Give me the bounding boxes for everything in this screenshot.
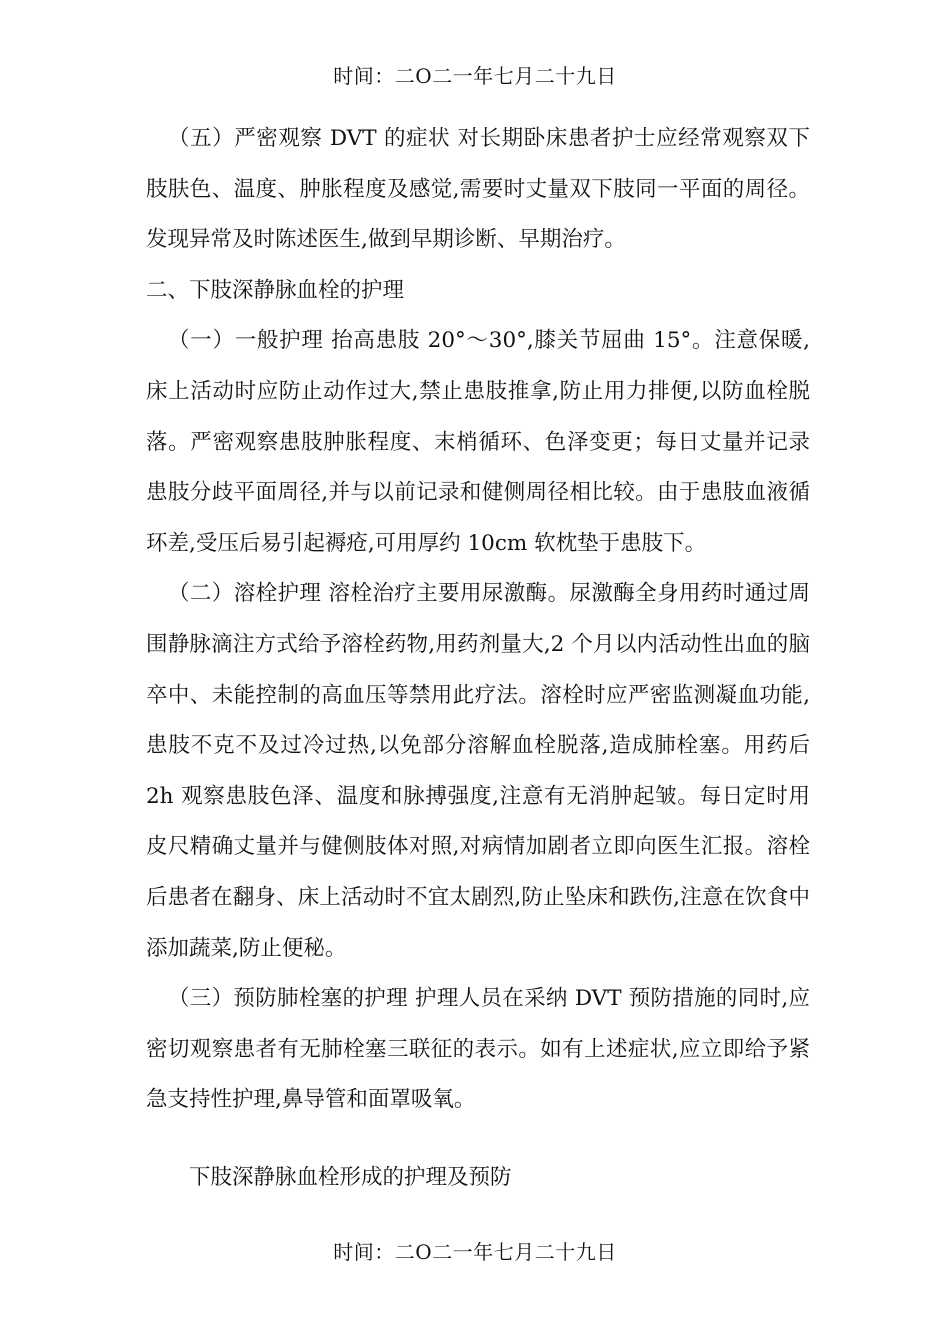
- paragraph-pulmonary-embolism-prevention: （三）预防肺栓塞的护理 护理人员在采纳 DVT 预防措施的同时,应密切观察患者有无肺栓塞三联征的表示。如有上述症状,应立即给予紧急支持性护理,鼻导管和面罩吸氧。: [146, 986, 810, 1113]
- document-title: 下肢深静脉血栓形成的护理及预防: [189, 1165, 512, 1190]
- paragraph-thrombolysis-nursing: （二）溶栓护理 溶栓治疗主要用尿激酶。尿激酶全身用药时通过周围静脉滴注方式给予溶栓药物,用药剂量大,2 个月以内活动性出血的脑卒中、未能控制的高血压等禁用此疗法。溶栓时应严密监测凝血功能,患肢不克不及过冷过热,以免部分溶解血栓脱落,造成肺栓塞。用药后 2h 观察患肢色泽、温度和脉搏强度,注意有无消肿起皱。每日定时用皮尺精确丈量并与健侧肢体对照,对病情加剧者立即向医生汇报。溶栓后患者在翻身、床上活动时不宜太剧烈,防止坠床和跌伤,注意在饮食中添加蔬菜,防止便秘。: [146, 581, 810, 961]
- section-heading-dvt-nursing: 二、下肢深静脉血栓的护理: [146, 277, 405, 303]
- page-header-date: 时间：二O二一年七月二十九日: [333, 64, 617, 88]
- document-body: [146, 114, 810, 1126]
- page-footer-date: 时间：二O二一年七月二十九日: [333, 1240, 617, 1264]
- paragraph-general-nursing: （一）一般护理 抬高患肢 20°～30°,膝关节屈曲 15°。注意保暖,床上活动时应防止动作过大,禁止患肢推拿,防止用力排便,以防血栓脱落。严密观察患肢肿胀程度、末梢循环、色泽变更；每日丈量并记录患肢分歧平面周径,并与以前记录和健侧周径相比较。由于患肢血液循环差,受压后易引起褥疮,可用厚约 10cm 软枕垫于患肢下。: [146, 328, 810, 556]
- paragraph-dvt-symptom-observation: （五）严密观察 DVT 的症状 对长期卧床患者护士应经常观察双下肢肤色、温度、肿胀程度及感觉,需要时丈量双下肢同一平面的周径。发现异常及时陈述医生,做到早期诊断、早期治疗。: [146, 126, 810, 253]
